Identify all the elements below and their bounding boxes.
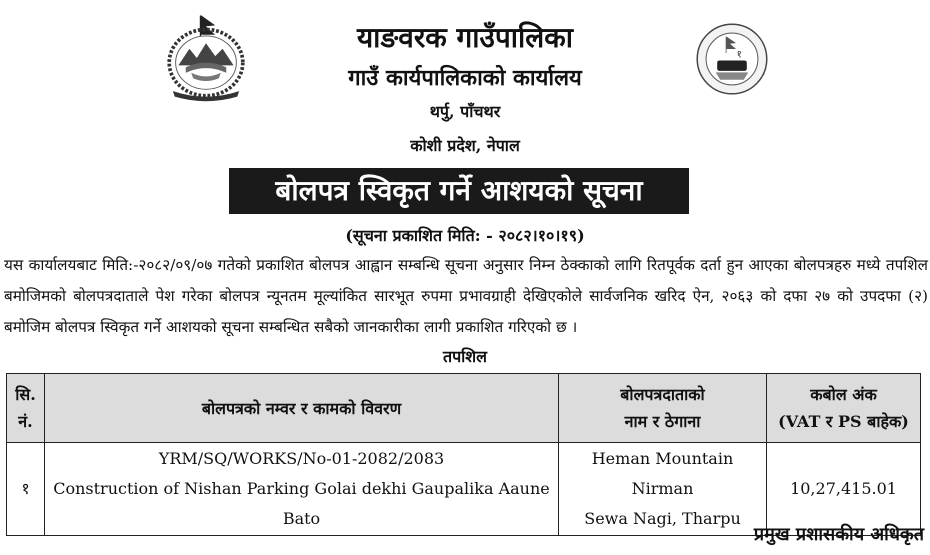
bid-details-table <box>6 373 921 536</box>
header-sn-line2: नं. <box>18 412 33 431</box>
row-bidder-name: Heman Mountain Nirman <box>591 449 734 498</box>
signatory: प्रमुख प्रशासकीय अधिकृत <box>753 524 924 545</box>
row-bid-number: YRM/SQ/WORKS/No-01-2082/2083 <box>158 449 445 468</box>
header-bidder-line2: नाम र ठेगाना <box>624 412 701 431</box>
notice-body: यस कार्यालयबाट मिति:-२०८२/०९/०७ गतेको प्रकाशित बोलपत्र आह्वान सम्बन्धि सूचना अनुसार निम्न ठेक्काको लागि रितपूर्वक दर्ता हुन आएका बोलपत्रहरु मध्ये तपशिल बमोजिमको बोलपत्रदाताले पेश गरेका बोलपत्र न्यूनतम मूल्यांकित सारभूत रुपमा प्रभावग्राही देखिएकोले सार्वजनिक खरिद ऐन, २०६३ को दफा २७ को उपदफा (२) बमोजिम बोलपत्र स्विकृत गर्ने आशयको सूचना सम्बन्धित सबैको जानकारीका लागी प्रकाशित गरिएको छ । <box>4 256 928 336</box>
row-serial-number: १ <box>7 443 45 536</box>
office-province: कोशी प्रदेश, नेपाल <box>410 136 520 155</box>
details-heading: तपशिल <box>442 347 488 366</box>
office-name: गाउँ कार्यपालिकाको कार्यालय <box>348 65 582 91</box>
table-header-row <box>7 374 921 443</box>
row-amount: 10,27,415.01 <box>767 443 921 536</box>
header-amount-line2: (VAT र PS बाहेक) <box>778 412 909 431</box>
seal-numeral: १ <box>736 48 742 61</box>
header-bidder <box>559 374 767 443</box>
header-amount-line1: कबोल अंक <box>810 385 877 404</box>
header-sn-line1: सि. <box>15 385 36 404</box>
notice-banner: बोलपत्र स्विकृत गर्ने आशयको सूचना <box>229 168 689 214</box>
header-amount <box>767 374 921 443</box>
row-work-name: Construction of Nishan Parking Golai dekhi Gaupalika Aaune Bato <box>53 479 550 528</box>
header-description: बोलपत्रको नम्वर र कामको विवरण <box>45 374 559 443</box>
publication-date: (सूचना प्रकाशित मिति: - २०८२।१०।१९) <box>345 226 585 245</box>
row-bidder <box>559 443 767 536</box>
header-bidder-line1: बोलपत्रदाताको <box>620 385 705 404</box>
row-bidder-address: Sewa Nagi, Tharpu <box>584 509 741 528</box>
page-title: याङवरक गाउँपालिका <box>356 21 574 54</box>
header-serial-number <box>7 374 45 443</box>
row-description <box>45 443 559 536</box>
office-location: थर्पु, पाँचथर <box>429 102 501 121</box>
